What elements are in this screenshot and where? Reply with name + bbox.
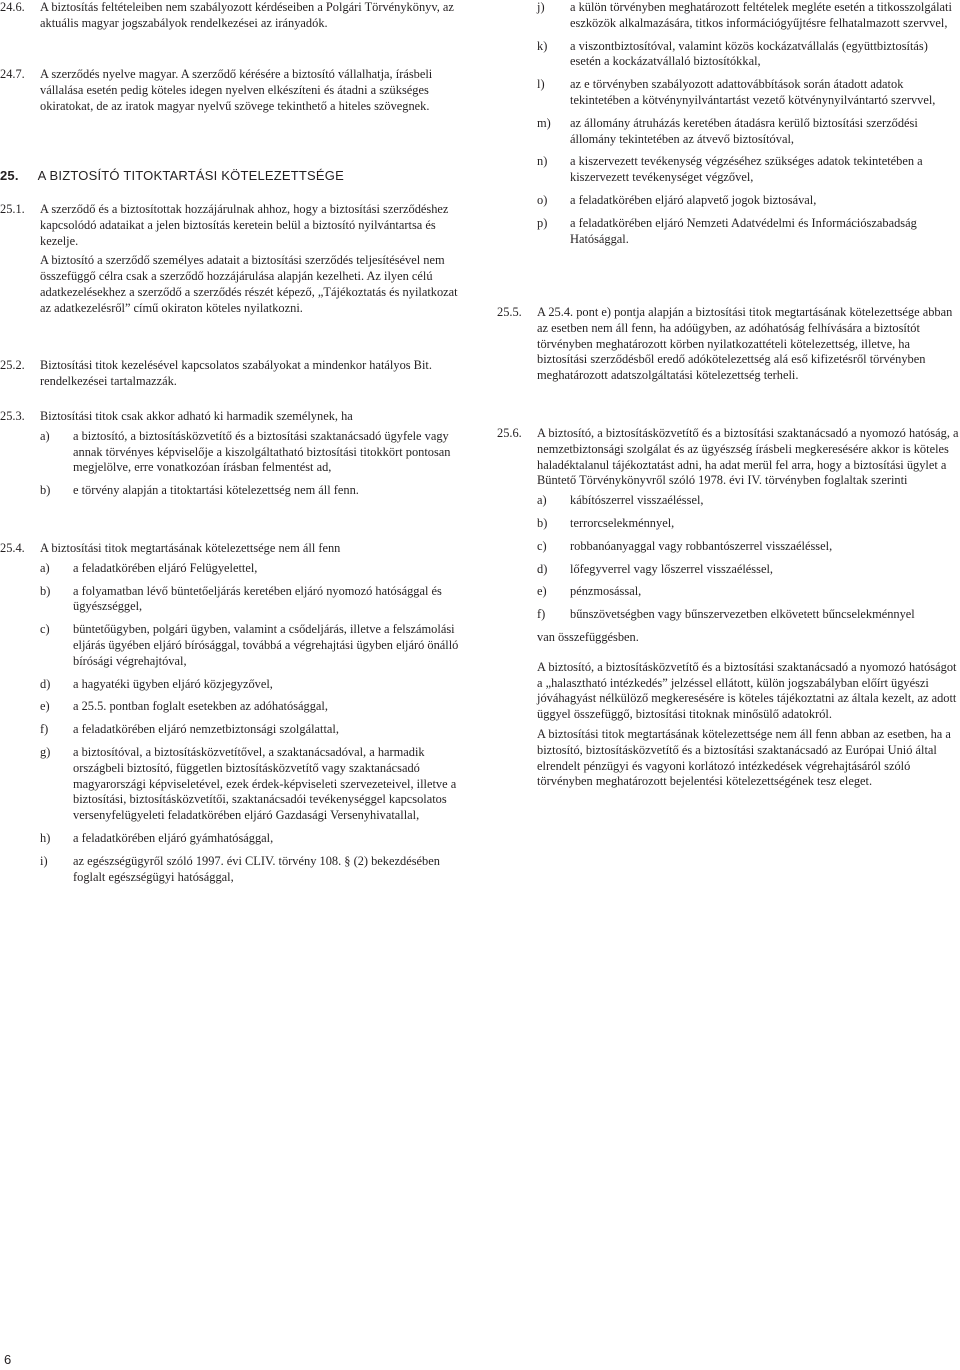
item-letter: k) (537, 38, 548, 53)
list-item (497, 39, 959, 71)
list-item (497, 77, 959, 109)
item-letter: d) (40, 676, 51, 691)
paragraph: A biztosítási titok megtartásának kötelezettsége nem áll fenn abban az esetben, ha a biztosító, biztosításközvetítő és a biztosítási szaktanácsadó az Európai Unió által elrendelt pénzügyi és vagyoni korlátozó intézkedések végrehajtásáról szóló törvényben meghatározott bejelentési kötelezettségének tesz eleget. (537, 726, 951, 789)
item-text: a feladatkörében eljáró gyámhatósággal, (73, 830, 274, 845)
list-item (0, 722, 462, 738)
item-text: terrorcselekménnyel, (570, 515, 675, 530)
item-letter: m) (537, 115, 551, 130)
tail-text: van összefüggésben. (537, 629, 639, 644)
section-number: 24.6. (0, 0, 25, 14)
item-text: a hagyatéki ügyben eljáró közjegyzővel, (73, 676, 273, 691)
item-letter: p) (537, 215, 548, 230)
item-letter: a) (40, 428, 50, 443)
item-letter: g) (40, 744, 51, 759)
section-number: 25.3. (0, 409, 25, 423)
heading-title: A BIZTOSÍTÓ TITOKTARTÁSI KÖTELEZETTSÉGE (37, 168, 344, 183)
item-letter: a) (40, 560, 50, 575)
list-item (537, 562, 959, 578)
list-item (0, 677, 462, 693)
item-letter: o) (537, 192, 548, 207)
item-text: a biztosító, a biztosításközvetítő és a biztosítási szaktanácsadó ügyfele vagy annak törvényes képviselője a kiszolgáltatható biztosítási titokkört pontosan megjelölve, erre vonatkozóan írásban felmentést ad, (73, 428, 451, 475)
intro-text: Biztosítási titok csak akkor adható ki harmadik személynek, ha (40, 409, 353, 423)
item-letter: f) (537, 607, 546, 622)
section-number: 24.7. (0, 67, 25, 81)
item-letter: e) (537, 584, 547, 599)
list-item (0, 483, 462, 499)
section-number: 25.2. (0, 358, 25, 372)
item-text: pénzmosással, (570, 584, 642, 599)
list-item (537, 607, 959, 623)
item-letter: l) (537, 77, 545, 92)
item-letter: n) (537, 154, 548, 169)
item-text: a folyamatban lévő büntetőeljárás keretében eljáró nyomozó hatósággal és ügyészséggel, (73, 583, 442, 614)
paragraph: A biztosítás feltételeiben nem szabályozott kérdéseiben a Polgári Törvénykönyv, az aktuális magyar jogszabályok rendelkezései az irányadók. (40, 0, 454, 30)
item-text: kábítószerrel visszaéléssel, (570, 493, 704, 508)
list-item (537, 539, 959, 555)
item-text: a külön törvényben meghatározott feltételek megléte esetén a titkosszolgálati eszközök alkalmazására, titkos információgyűjtésre felhatalmazott szervvel, (570, 0, 952, 30)
item-letter: b) (40, 483, 51, 498)
item-text: az egészségügyről szóló 1997. évi CLIV. törvény 108. § (2) bekezdésében foglalt egészségügyi hatósággal, (73, 853, 440, 884)
list-item (0, 745, 462, 824)
list-item (497, 116, 959, 148)
item-text: a feladatkörében eljáró nemzetbiztonsági szolgálattal, (73, 722, 339, 737)
item-text: a biztosítóval, a biztosításközvetítővel, a szaktanácsadóval, a harmadik országbeli biztosító, független biztosításközvetítő vagy szaktanácsadó magyarországi képviseletével, ezek érdek-képviseleti szervezeteivel, illetve a biztosítási, biztosításközvetítői, szaktanácsadói tevékenységgel kapcsolatos versenyfelügyeleti feladatkörében eljáró Gazdasági Versenyhivatallal, (73, 744, 457, 823)
item-letter: h) (40, 830, 51, 845)
list-item (0, 429, 462, 476)
section-heading (0, 168, 344, 184)
list-item (0, 622, 462, 669)
item-text: bűnszövetségben vagy bűnszervezetben elkövetett bűncselekménnyel (570, 607, 915, 622)
item-letter: c) (537, 538, 547, 553)
intro-text: A biztosító, a biztosításközvetítő és a biztosítási szaktanácsadó a nyomozó hatóság, a nemzetbiztonsági szolgálat és az ügyészség írásbeli megkeresésére akkor is köteles haladéktalanul tájékoztatást adni, ha adat merül fel arra, hogy a biztosítási ügylet a Büntető Törvénykönyvről szóló 1978. évi IV. törvényben foglaltak szerinti (537, 426, 959, 488)
item-text: a feladatkörében eljáró Nemzeti Adatvédelmi és Információszabadság Hatósággal. (570, 215, 917, 246)
paragraph: A 25.4. pont e) pontja alapján a biztosítási titok megtartásának kötelezettsége abban az esetben nem áll fenn, ha adóügyben, az adóhatóság felhívására a biztosítót törvényben meghatározott körben nyilatkozattételi kötelezettség, illetve, ha biztosítási szerződésből eredő adókötelezettség alá eső kifizetésről törvényben meghatározott adatszolgáltatási kötelezettség terheli. (537, 305, 953, 383)
item-text: e törvény alapján a titoktartási kötelezettség nem áll fenn. (73, 483, 359, 498)
paragraph: A biztosító, a biztosításközvetítő és a biztosítási szaktanácsadó a nyomozó hatóságot a „halasztható intézkedés” jelzéssel ellátott, külön jogszabályban előírt ügyészi jóváhagyást nélkülöző megkeresésére is köteles tájékoztatni az általa kezelt, az adott üggyel összefüggő, biztosítási titoknak minősülő adatokról. (537, 659, 957, 722)
page-number: 6 (4, 1352, 12, 1367)
intro-text: A biztosítási titok megtartásának kötelezettsége nem áll fenn (40, 541, 341, 555)
list-item (497, 193, 959, 209)
list-item (537, 516, 959, 532)
item-text: a feladatkörében eljáró Felügyelettel, (73, 560, 258, 575)
item-letter: j) (537, 0, 545, 14)
section-number: 25.1. (0, 202, 25, 216)
list-item (0, 699, 462, 715)
paragraph: A szerződő és a biztosítottak hozzájárulnak ahhoz, hogy a biztosítási szerződéshez kapcsolódó adataikat a jelen biztosítás keretein belül a biztosító nyilvántartsa és kezelje. (40, 202, 449, 248)
item-text: a 25.5. pontban foglalt esetekben az adóhatósággal, (73, 699, 328, 714)
list-item (537, 493, 959, 509)
heading-number: 25. (0, 168, 19, 183)
item-letter: i) (40, 853, 48, 868)
paragraph: A szerződés nyelve magyar. A szerződő kérésére a biztosító vállalhatja, írásbeli vállalása esetén pedig köteles idegen nyelven elkészíteni és átadni a szükséges okiratokat, de az iratok magyar nyelvű szövege tekinthető a hiteles szövegnek. (40, 67, 433, 113)
list-item (0, 854, 462, 886)
section-number: 25.5. (497, 305, 522, 319)
list-item (497, 0, 959, 32)
list-item (0, 584, 462, 616)
section-number: 25.4. (0, 541, 25, 555)
paragraph: Biztosítási titok kezelésével kapcsolatos szabályokat a mindenkor hatályos Bit. rendelkezései tartalmazzák. (40, 358, 432, 388)
item-letter: a) (537, 493, 547, 508)
list-item (497, 154, 959, 186)
item-text: a kiszervezett tevékenység végzéséhez szükséges adatok tekintetében a kiszervezett tevékenységet végzővel, (570, 154, 923, 185)
section-25-4-continued (497, 0, 959, 254)
paragraph: A biztosító a szerződő személyes adatait a biztosítási szerződés teljesítésével nem összefüggő célra csak a szerződő hozzájárulása alapján kezelheti. Az ilyen célú adatkezelésekhez a szerződő a szerződés részét képező, „Tájékoztatás és nyilatkozat az adatkezelésről” című okiraton köteles nyilatkozni. (40, 253, 458, 315)
list-item (0, 561, 462, 577)
item-letter: c) (40, 622, 50, 637)
list-item (497, 216, 959, 248)
section-number: 25.6. (497, 426, 522, 440)
item-letter: d) (537, 561, 548, 576)
list-item (0, 831, 462, 847)
item-text: robbanóanyaggal vagy robbantószerrel visszaéléssel, (570, 538, 833, 553)
item-text: lőfegyverrel vagy lőszerrel visszaéléssel, (570, 561, 773, 576)
item-letter: e) (40, 699, 50, 714)
item-text: büntetőügyben, polgári ügyben, valamint a csődeljárás, illetve a felszámolási eljárás ügyében eljáró bírósággal, továbbá a végrehajtási ügyben eljáró önálló bírósági végrehajtóval, (73, 622, 459, 668)
item-text: a feladatkörében eljáró alapvető jogok biztosával, (570, 192, 817, 207)
item-letter: b) (537, 515, 548, 530)
list-item (537, 584, 959, 600)
item-text: az állomány átruházás keretében átadásra kerülő biztosítási szerződési állomány tekintetében az átvevő biztosítóval, (570, 115, 918, 146)
item-letter: b) (40, 583, 51, 598)
item-text: a viszontbiztosítóval, valamint közös kockázatvállalás (együttbiztosítás) esetén a kockázatvállaló biztosítókkal, (570, 38, 928, 69)
item-text: az e törvényben szabályozott adattovábbítások során átadott adatok tekintetében a kötvénynyilvántartást vezető kötvénynyilvántartó szervvel, (570, 77, 936, 107)
item-letter: f) (40, 722, 49, 737)
